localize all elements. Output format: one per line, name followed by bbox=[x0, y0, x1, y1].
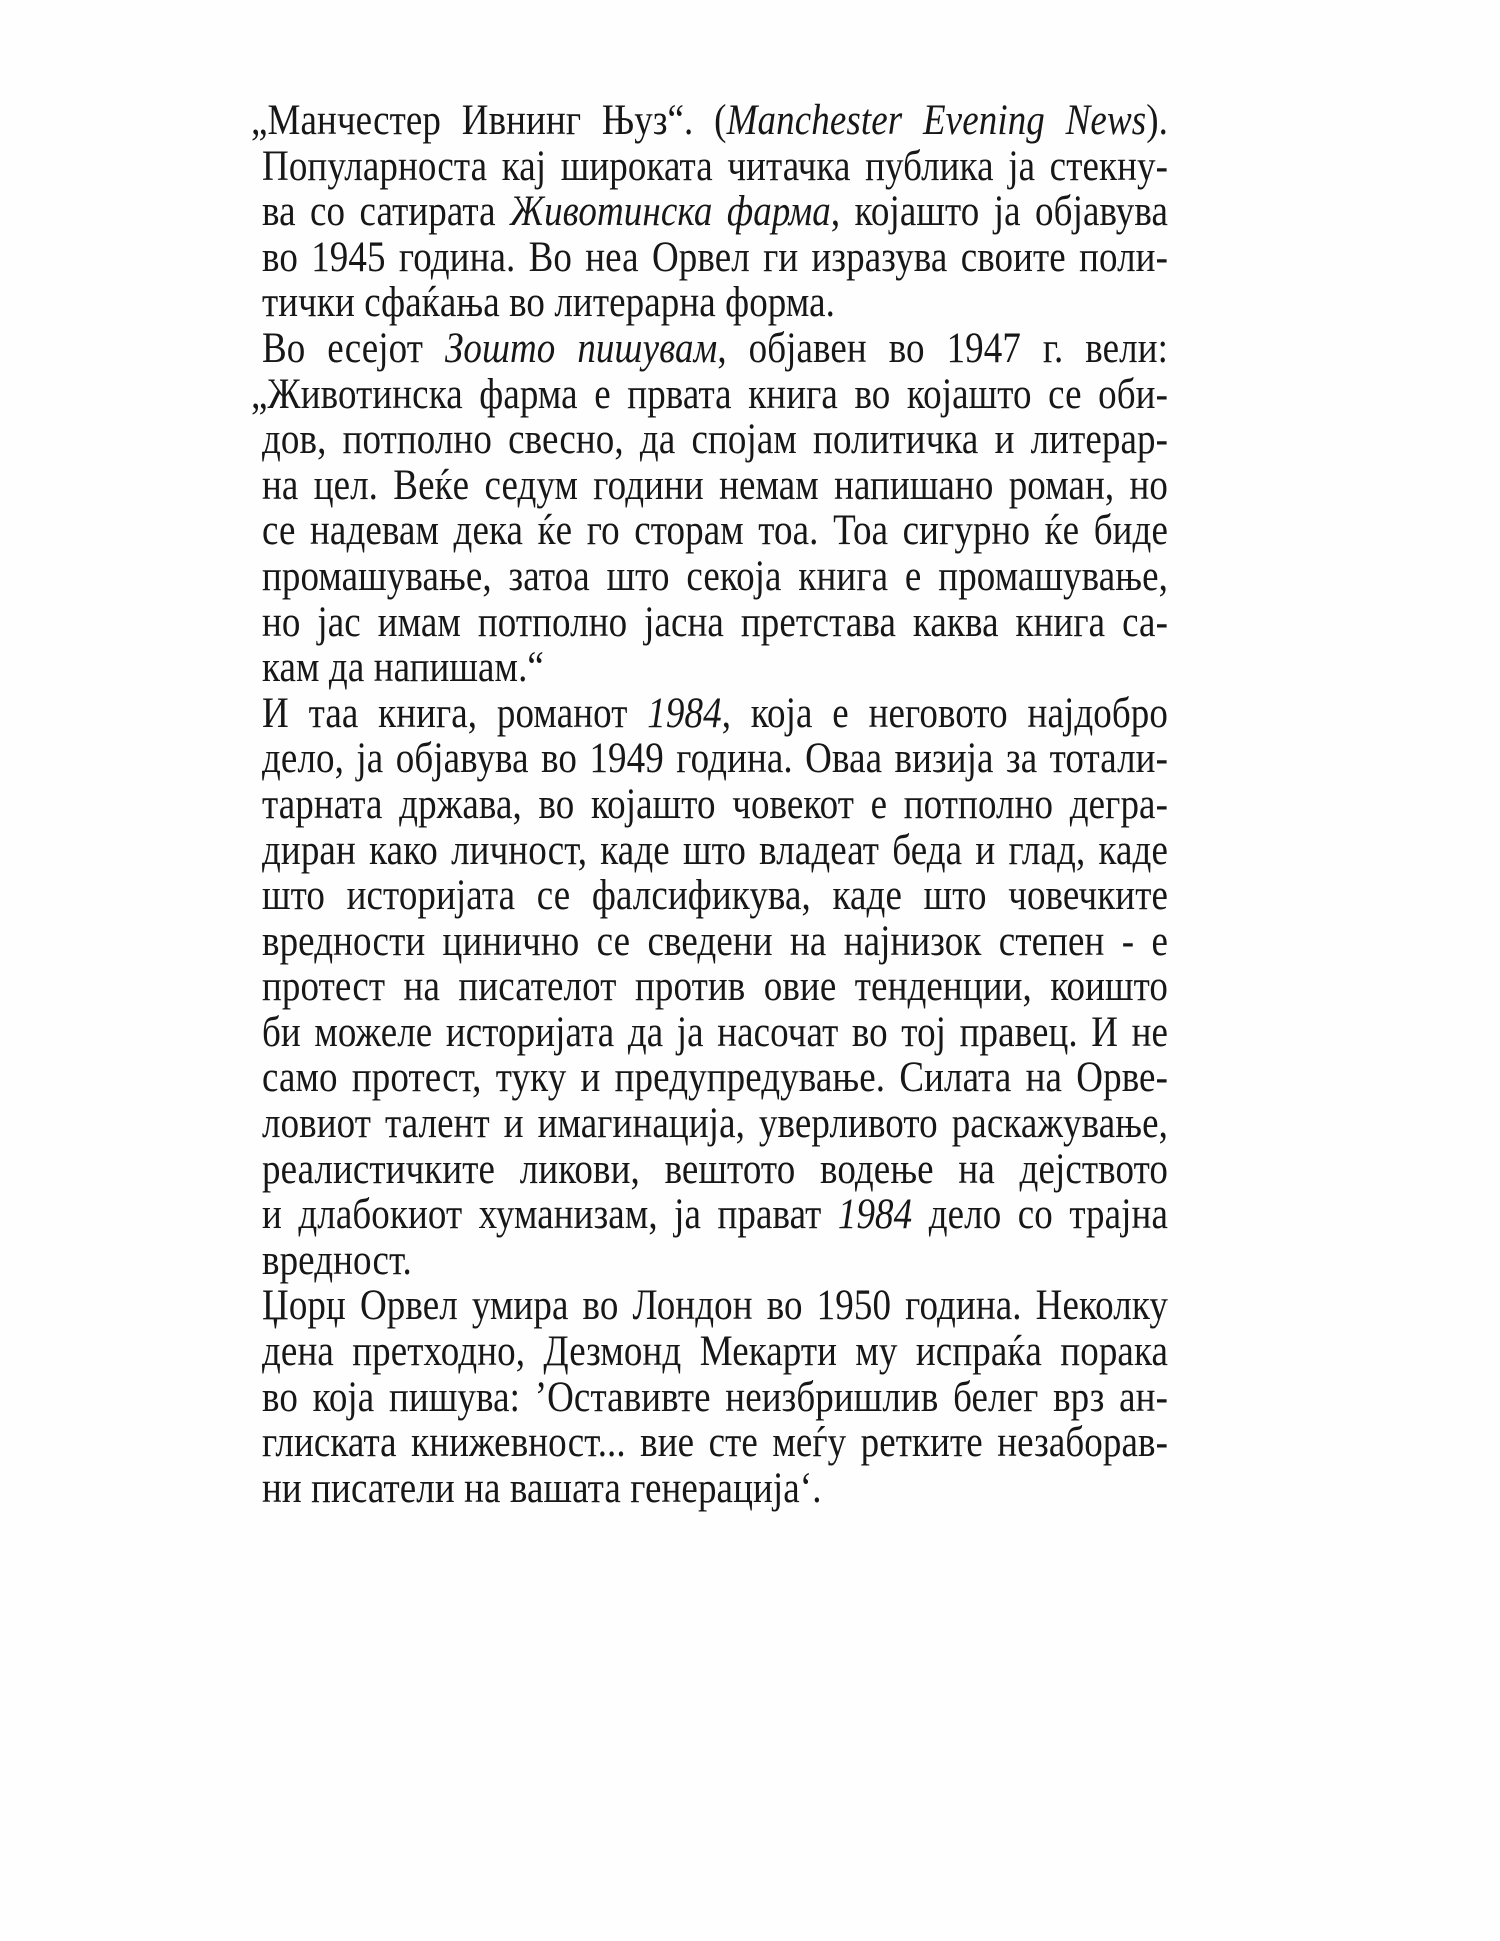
text-segment: вредности цинично се сведени на најнизок степен - е bbox=[262, 917, 1168, 965]
text-segment: Популарноста кај широката читачка публика ја стекну- bbox=[262, 142, 1168, 190]
text-segment: би можеле историјата да ја насочат во тој правец. И не bbox=[262, 1008, 1168, 1057]
text-line bbox=[262, 1462, 1168, 1515]
text-segment: во 1945 година. Во неа Орвел ги изразува своите поли- bbox=[262, 233, 1168, 282]
text-segment: , којашто ја објавува bbox=[830, 187, 1168, 236]
italic-text-segment: 1984 bbox=[837, 1190, 913, 1239]
text-segment: реалистичките ликови, вештото водење на дејството bbox=[262, 1145, 1168, 1193]
italic-text-segment: Зошто пишувам bbox=[444, 324, 718, 373]
text-segment: глиската книжевност... вие сте меѓу ретките незаборав- bbox=[262, 1418, 1168, 1467]
text-segment: протест на писателот против овие тенденции, коишто bbox=[262, 963, 1168, 1011]
text-segment: дена претходно, Дезмонд Мекарти му испраќа порака bbox=[262, 1327, 1168, 1376]
text-segment: диран како личност, каде што владеат беда и глад, каде bbox=[262, 826, 1168, 874]
text-segment: но јас имам потполно јасна претстава каква книга са- bbox=[262, 598, 1168, 646]
text-segment: Во есејот bbox=[262, 324, 445, 373]
text-segment: во која пишува: ’Оставивте неизбришлив белег врз ан- bbox=[262, 1373, 1168, 1421]
text-segment: тарната држава, во којашто човекот е потполно дегра- bbox=[262, 780, 1168, 829]
italic-text-segment: Manchester Evening News bbox=[726, 96, 1147, 145]
text-segment: „Животинска фарма е првата книга во којашто се оби- bbox=[251, 370, 1168, 418]
text-segment: ва со сатирата bbox=[262, 187, 511, 236]
text-segment: на цел. Веќе седум години немам напишано роман, но bbox=[262, 461, 1168, 510]
text-segment: промашување, затоа што секоја книга е промашување, bbox=[262, 552, 1168, 601]
text-segment: се надевам дека ќе го сторам тоа. Тоа сигурно ќе биде bbox=[262, 507, 1168, 555]
text-segment: Џорџ Орвел умира во Лондон во 1950 година. Неколку bbox=[262, 1282, 1168, 1330]
text-line bbox=[262, 550, 1168, 603]
text-segment: дов, потполно свесно, да спојам политичка и литерар- bbox=[262, 415, 1168, 464]
text-segment: вредност. bbox=[262, 1236, 412, 1285]
text-segment: и длабокиот хуманизам, ја прават bbox=[262, 1190, 838, 1239]
text-line bbox=[262, 1325, 1168, 1378]
text-segment: И таа книга, романот bbox=[262, 689, 648, 737]
body-text-block bbox=[251, 96, 1169, 1513]
text-segment: , објавен во 1947 г. вели: bbox=[717, 324, 1168, 373]
text-segment: ). bbox=[1146, 96, 1169, 145]
text-segment: дело со трајна bbox=[912, 1190, 1168, 1239]
italic-text-segment: Животинска фарма bbox=[510, 187, 831, 236]
text-segment: дело, ја објавува во 1949 година. Оваа визија за тотали- bbox=[262, 735, 1168, 783]
text-segment: тички сфаќања во литерарна форма. bbox=[262, 279, 835, 327]
text-segment: ловиот талент и имагинација, уверливото раскажување, bbox=[262, 1099, 1168, 1148]
text-segment: само протест, туку и предупредување. Силата на Орве- bbox=[262, 1054, 1168, 1102]
text-segment: , која е неговото најдобро bbox=[721, 689, 1168, 737]
text-line bbox=[251, 94, 1169, 147]
text-segment: „Манчестер Ивнинг Њуз“. ( bbox=[251, 96, 727, 145]
text-segment: кам да напишам.“ bbox=[262, 643, 544, 692]
text-segment: што историјата се фалсификува, каде што човечките bbox=[262, 871, 1168, 920]
text-line bbox=[262, 778, 1168, 831]
text-segment: ни писатели на вашата генерација‘. bbox=[262, 1464, 822, 1513]
text-line bbox=[262, 322, 1168, 375]
italic-text-segment: 1984 bbox=[647, 689, 722, 737]
